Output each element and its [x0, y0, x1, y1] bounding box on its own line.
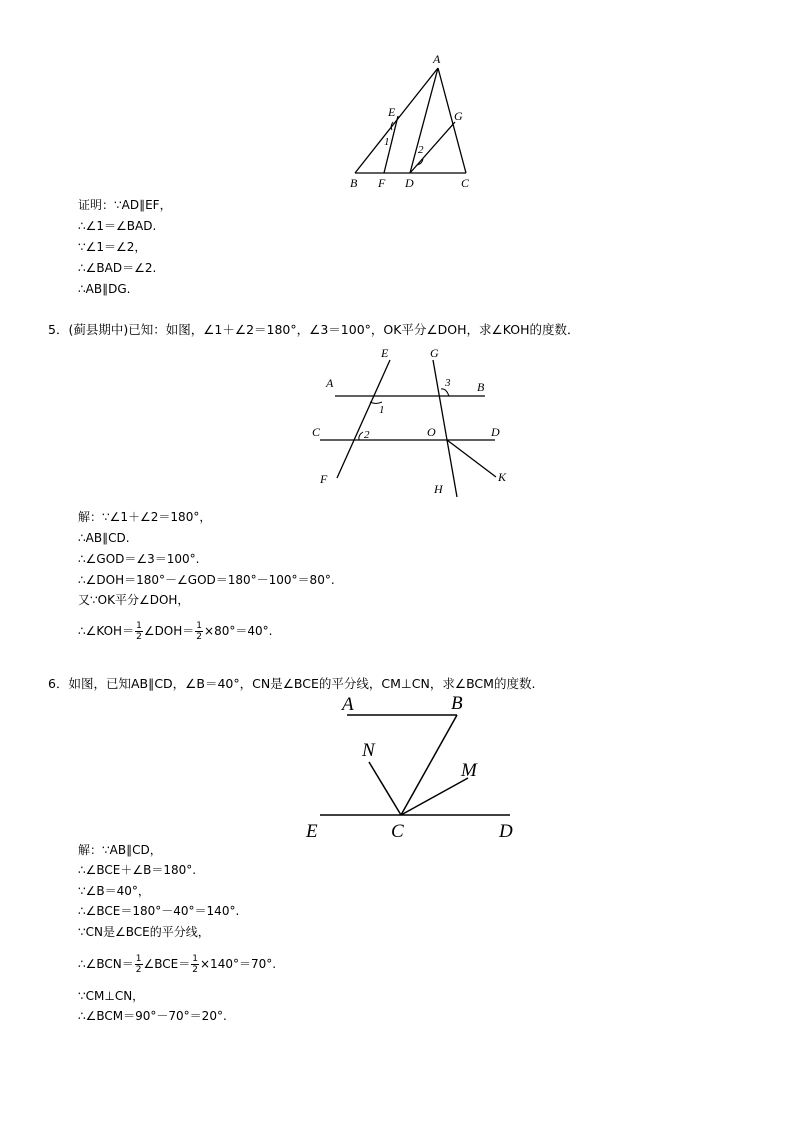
sol5-line-6-a: ∴∠KOH＝: [78, 624, 135, 638]
sol6-line-6-c: ×140°＝70°.: [200, 957, 277, 971]
angle-2-arc: [359, 432, 363, 440]
label-c: C: [461, 176, 470, 190]
label-d: D: [405, 176, 414, 190]
label-b: B: [477, 380, 485, 394]
label-m: M: [461, 760, 477, 781]
proof1-line-1: 证明：∵AD∥EF，: [78, 198, 172, 212]
sol6-line-5: ∵CN是∠BCE的平分线，: [78, 925, 210, 939]
label-b: B: [451, 693, 463, 714]
sol6-line-4: ∴∠BCE＝180°－40°＝140°.: [78, 904, 240, 918]
label-angle-1: 1: [379, 404, 385, 416]
proof1-line-3: ∵∠1＝∠2，: [78, 240, 147, 254]
label-f: F: [378, 176, 386, 190]
label-h: H: [434, 482, 443, 496]
triangle-figure-svg: [340, 50, 490, 195]
triangle-figure: [340, 50, 490, 195]
label-c: C: [391, 821, 404, 842]
label-a: A: [342, 694, 354, 715]
question-5: 5．(蓟县期中)已知：如图，∠1＋∠2＝180°，∠3＝100°，OK平分∠DOH，求∠KOH的度数．: [48, 322, 580, 337]
label-e: E: [381, 346, 389, 360]
label-angle-1: 1: [384, 136, 390, 148]
sol5-line-4: ∴∠DOH＝180°－∠GOD＝180°－100°＝80°.: [78, 573, 335, 587]
label-angle-2: 2: [364, 429, 370, 441]
sol5-line-5: 又∵OK平分∠DOH，: [78, 593, 190, 607]
label-g: G: [454, 109, 463, 123]
sol6-line-2: ∴∠BCE＋∠B＝180°.: [78, 863, 197, 877]
label-g: G: [430, 346, 439, 360]
angle-bisector-figure-svg: [300, 690, 530, 850]
ray-ok: [447, 440, 496, 477]
sol6-line-7: ∵CM⊥CN，: [78, 989, 145, 1003]
sol5-line-1: 解：∵∠1＋∠2＝180°，: [78, 510, 212, 524]
label-angle-2: 2: [418, 144, 424, 156]
sol6-line-6-a: ∴∠BCN＝: [78, 957, 134, 971]
sol6-line-8: ∴∠BCM＝90°－70°＝20°.: [78, 1009, 227, 1023]
fraction-one-half: $\frac{1}{2}$: [192, 954, 198, 975]
fraction-one-half: $\frac{1}{2}$: [196, 621, 203, 642]
angle-bisector-figure: [300, 690, 530, 850]
proof1-line-5: ∴AB∥DG.: [78, 282, 131, 296]
label-o: O: [427, 425, 436, 439]
sol5-line-6: [78, 617, 272, 645]
sol6-line-6: [78, 950, 276, 978]
label-e: E: [388, 105, 396, 119]
label-a: A: [326, 376, 334, 390]
line-ef: [337, 360, 390, 478]
angle-3-arc: [441, 389, 449, 396]
label-k: K: [498, 470, 507, 484]
parallel-lines-figure: [300, 340, 530, 505]
label-d: D: [499, 821, 513, 842]
sol5-line-6-b: ∠DOH＝: [143, 624, 195, 638]
label-angle-3: 3: [445, 377, 451, 389]
label-d: D: [491, 425, 500, 439]
sol6-line-1: 解：∵AB∥CD，: [78, 843, 162, 857]
label-a: A: [433, 52, 441, 66]
sol5-line-6-c: ×80°＝40°.: [204, 624, 273, 638]
label-c: C: [312, 425, 321, 439]
sol5-line-2: ∴AB∥CD.: [78, 531, 130, 545]
label-n: N: [362, 740, 375, 761]
proof1-line-2: ∴∠1＝∠BAD.: [78, 219, 157, 233]
sol6-line-6-b: ∠BCE＝: [143, 957, 191, 971]
ray-cn: [369, 762, 401, 815]
question-6: 6．如图，已知AB∥CD，∠B＝40°，CN是∠BCE的平分线，CM⊥CN，求∠BCM的度数.: [48, 676, 536, 691]
label-b: B: [350, 176, 358, 190]
sol6-line-3: ∵∠B＝40°，: [78, 884, 150, 898]
fraction-one-half: $\frac{1}{2}$: [135, 954, 142, 975]
fraction-one-half: $\frac{1}{2}$: [136, 621, 142, 642]
label-e: E: [306, 821, 318, 842]
label-f: F: [320, 472, 328, 486]
parallel-lines-figure-svg: [300, 340, 530, 505]
sol5-line-3: ∴∠GOD＝∠3＝100°.: [78, 552, 200, 566]
proof1-line-4: ∴∠BAD＝∠2.: [78, 261, 157, 275]
